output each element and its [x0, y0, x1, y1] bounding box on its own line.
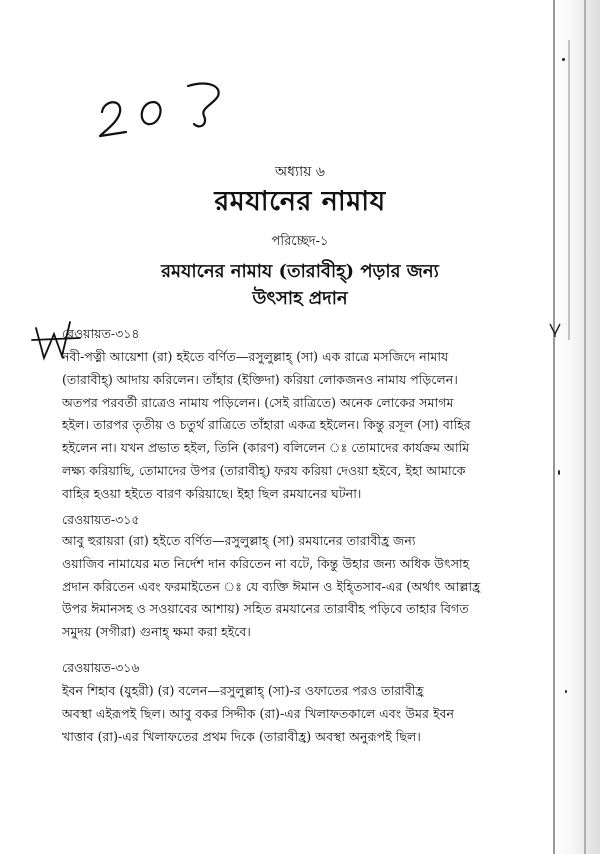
text-line: উপর ঈমানসহ ও সওয়াবের আশায়) সহিত রমযানের তারাবীহ পড়িবে তাহার বিগত [62, 601, 469, 617]
section-title [0, 258, 600, 312]
narration-text [62, 346, 550, 506]
text-line: অতপর পরবর্তী রাত্রেও নামায পড়িলেন। (সেই রাত্রিতে) অনেক লোকের সমাগম [62, 394, 454, 410]
scan-speck [565, 690, 567, 693]
narration-text [62, 530, 550, 644]
section-title-line: উৎসাহ প্রদান [252, 288, 348, 309]
scan-speck [558, 470, 560, 475]
scan-edge-line [584, 0, 586, 854]
text-line: বাহির হওয়া হইতে বারণ করিয়াছে। ইহা ছিল রমযানের ঘটনা। [62, 485, 362, 501]
text-line: অবস্থা এইরূপই ছিল। আবু বকর সিদ্দীক (রা)-এর খিলাফতকালে এবং উমর ইবন [62, 705, 455, 721]
chapter-title: রমযানের নামায [214, 186, 386, 217]
handwritten-page-number [96, 72, 231, 142]
text-line: লক্ষ্য করিয়াছি, তোমাদের উপর (তারাবীহ্) ফরয করিয়া দেওয়া হইবে, ইহা আমাকে [62, 462, 466, 478]
text-line: হইল। তারপর তৃতীয় ও চতুর্থ রাত্রিতে তাঁহারা একত্র হইলেন। কিন্তু রসূল (সা) বাহির [62, 417, 471, 433]
text-line: ওয়াজিব নামাযের মত নির্দেশ দান করিতেন না বটে, কিন্তু উহার জন্য অধিক উৎসাহ [62, 555, 470, 571]
text-line: প্রদান করিতেন এবং ফরমাইতেন ঃ যে ব্যক্তি ঈমান ও ইহ্তিসাব-এর (অর্থাৎ আল্লাহ্র [62, 578, 481, 594]
text-line: ইবন শিহাব (যুহরী) (র) বলেন—রসুলুল্লাহ্ (সা)-র ওফাতের পরও তারাবীহ্র [62, 683, 424, 698]
scan-edge-shadow [552, 0, 600, 854]
narration-heading: রেওয়ায়ত-৩১৪ [62, 326, 140, 341]
text-line: সমুদয় (সগীরা) গুনাহ্ ক্ষমা করা হইবে। [62, 624, 251, 640]
text-line: আবু হুরায়রা (রা) হইতে বর্ণিত—রসুলুল্লাহ্ (সা) রমযানের তারাবীহ্র জন্য [62, 533, 416, 548]
chapter-label: অধ্যায় ৬ [275, 164, 325, 180]
text-line: খাত্তাব (রা)-এর খিলাফতের প্রথম দিকে (তারাবীহ্র) অবস্থা অনুরূপই ছিল। [62, 728, 421, 744]
section-label: পরিচ্ছেদ-১ [271, 234, 329, 249]
narration-heading: রেওয়ায়ত-৩১৬ [62, 660, 140, 675]
narration-text [62, 680, 550, 748]
text-line: (তারাবীহ্) আদায় করিলেন। তাঁহার (ইক্তিদা) করিয়া লোকজনও নামায পড়িলেন। [62, 371, 458, 387]
narration-heading: রেওয়ায়ত-৩১৫ [62, 512, 140, 527]
section-title-line: রমযানের নামায (তারাবীহ্) পড়ার জন্য [161, 261, 439, 282]
scan-speck [562, 58, 565, 61]
scan-edge-line [553, 0, 555, 854]
text-line: নবী-পত্নী আয়েশা (রা) হইতে বর্ণিত—রসুলুল্লাহ্ (সা) এক রাত্রে মসজিদে নামায [62, 349, 449, 364]
text-line: হইলেন না। যখন প্রভাত হইল, তিনি (কারণ) বলিলেন ঃ তোমাদের কার্যক্রম আমি [62, 440, 470, 456]
margin-scribble [548, 322, 562, 338]
